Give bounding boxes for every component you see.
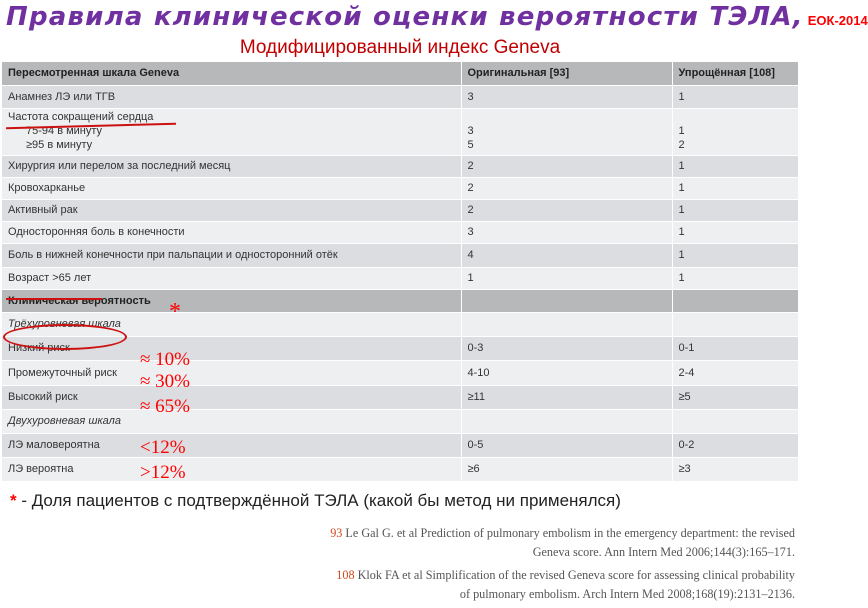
simplified-range: 0-1 [672, 336, 798, 360]
footnote-asterisk: * [10, 491, 17, 510]
original-range: ≥6 [461, 457, 672, 481]
row-label: Промежуточный риск [2, 360, 461, 385]
row-label: Возраст >65 лет [2, 267, 461, 289]
table-row-age [2, 267, 798, 289]
table-header-row [2, 62, 798, 85]
pe-unlikely-percent: <12% [140, 437, 186, 458]
heart-rate-sub-75-94: 75-94 в минуту [26, 124, 103, 137]
scale-label: Двухуровневая шкала [2, 409, 461, 433]
table-row-anamnesis [2, 85, 798, 108]
reference-93 [330, 524, 795, 562]
reference-108 [330, 566, 795, 604]
row-label: ЛЭ вероятна [2, 457, 461, 481]
column-header-original: Оригинальная [93] [461, 62, 672, 85]
simplified-score [672, 108, 798, 155]
simplified-score: 1 [672, 85, 798, 108]
row-label [2, 108, 461, 155]
table-row-intermediate-risk [2, 360, 798, 385]
row-label: Анамнез ЛЭ или ТГВ [2, 85, 461, 108]
original-score: 3 [461, 85, 672, 108]
original-score: 2 [461, 155, 672, 177]
references [330, 524, 795, 608]
original-range: 4-10 [461, 360, 672, 385]
simplified-score: 1 [672, 199, 798, 221]
simplified-score: 1 [672, 243, 798, 267]
simplified-score: 1 [672, 155, 798, 177]
intermediate-risk-percent: ≈ 30% [140, 371, 191, 392]
empty-cell [461, 312, 672, 336]
empty-cell [461, 409, 672, 433]
table-row-pe-likely [2, 457, 798, 481]
table-row-hemoptysis [2, 177, 798, 199]
asterisk-footnote [10, 491, 800, 511]
simplified-score-1: 1 [678, 124, 685, 137]
simplified-range: ≥3 [672, 457, 798, 481]
simplified-score-2: 2 [678, 138, 685, 151]
footnote-text: - Доля пациентов с подтверждённой ТЭЛА (какой бы метод ни применялся) [16, 491, 621, 510]
reference-text: Klok FA et al Simplification of the revised Geneva score for assessing clinical probability of pulmonary embolism. Arch Intern Med 2008;168(19):2131–2136. [354, 568, 795, 601]
simplified-range: ≥5 [672, 385, 798, 409]
original-score: 3 [461, 221, 672, 243]
simplified-score: 1 [672, 177, 798, 199]
original-score: 4 [461, 243, 672, 267]
table-row-leg-pain [2, 243, 798, 267]
underline-age [6, 298, 102, 300]
column-header-simplified: Упрощённая [108] [672, 62, 798, 85]
table-row-two-level [2, 409, 798, 433]
original-score: 2 [461, 177, 672, 199]
empty-cell [461, 289, 672, 312]
slide-title [6, 2, 868, 38]
table-row-high-risk [2, 385, 798, 409]
empty-cell [672, 289, 798, 312]
row-label: Кровохарканье [2, 177, 461, 199]
slide-subtitle: Модифицированный индекс Geneva [239, 37, 561, 58]
simplified-score: 1 [672, 267, 798, 289]
table-row-pe-unlikely [2, 433, 798, 457]
row-label: Хирургия или перелом за последний месяц [2, 155, 461, 177]
reference-number: 93 [330, 526, 343, 540]
row-label: ЛЭ маловероятна [2, 433, 461, 457]
row-label: Низкий риск [2, 336, 461, 360]
pe-likely-percent: >12% [140, 462, 186, 483]
original-score [461, 108, 672, 155]
circle-three-level-scale [3, 324, 127, 350]
column-header-criterion: Пересмотренная шкала Geneva [2, 62, 461, 85]
high-risk-percent: ≈ 65% [140, 396, 191, 417]
original-score-2: 5 [467, 138, 474, 151]
original-range: ≥11 [461, 385, 672, 409]
low-risk-percent: ≈ 10% [140, 349, 191, 370]
row-label: Односторонняя боль в конечности [2, 221, 461, 243]
reference-text: Le Gal G. et al Prediction of pulmonary embolism in the emergency department: the revised Geneva score. Ann Intern Med 2006;144(3):165–171. [342, 526, 795, 559]
original-score: 1 [461, 267, 672, 289]
table-row-cancer [2, 199, 798, 221]
empty-cell [672, 312, 798, 336]
guideline-tag: ЕОК-2014 [807, 13, 868, 28]
simplified-range: 2-4 [672, 360, 798, 385]
title-main: Правила клинической оценки вероятности ТЭЛА, [6, 2, 804, 32]
heart-rate-sub-95: ≥95 в минуту [26, 138, 93, 151]
table-row-clinical-probability [2, 289, 798, 312]
original-range: 0-5 [461, 433, 672, 457]
original-score-1: 3 [467, 124, 474, 137]
table-row-heart-rate [2, 108, 798, 155]
table-row-surgery [2, 155, 798, 177]
simplified-score: 1 [672, 221, 798, 243]
empty-cell [672, 409, 798, 433]
table-row-limb-pain [2, 221, 798, 243]
original-score: 2 [461, 199, 672, 221]
probability-asterisk: * [169, 299, 181, 325]
section-label: Клиническая вероятность [2, 289, 461, 312]
simplified-range: 0-2 [672, 433, 798, 457]
row-label: Активный рак [2, 199, 461, 221]
original-range: 0-3 [461, 336, 672, 360]
scale-label: Трёхуровневая шкала [2, 312, 461, 336]
heart-rate-label: Частота сокращений сердца [8, 110, 154, 123]
row-label: Боль в нижней конечности при пальпации и односторонний отёк [2, 243, 461, 267]
row-label: Высокий риск [2, 385, 461, 409]
reference-number: 108 [336, 568, 355, 582]
